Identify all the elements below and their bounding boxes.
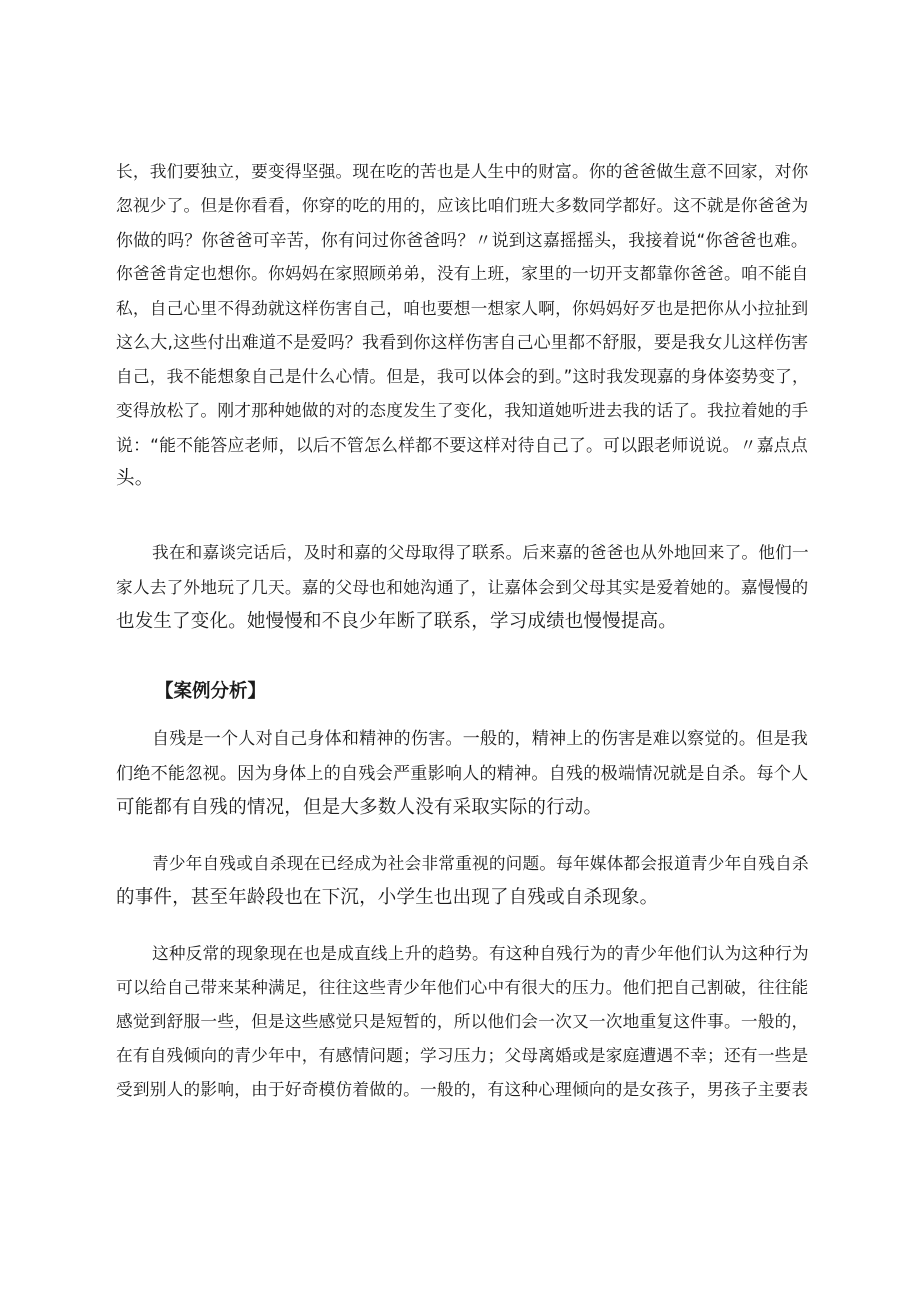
text-line: 也发生了变化。她慢慢和不良少年断了联系，学习成绩也慢慢提高。 <box>116 611 678 632</box>
text-line: 的事件，甚至年龄段也在下沉，小学生也出现了自残或自杀现象。 <box>116 887 659 908</box>
text-line: 这种反常的现象现在也是成直线上升的趋势。有这种自残行为的青少年他们认为这种行为 <box>152 944 809 963</box>
text-line: 你爸爸肯定也想你。你妈妈在家照顾弟弟，没有上班，家里的一切开支都靠你爸爸。咱不能自 <box>116 264 809 283</box>
text-line: 这么大,这些付出难道不是爱吗？我看到你这样伤害自己心里都不舒服，要是我女儿这样伤害 <box>116 333 809 353</box>
text-line: 长，我们要独立，要变得坚强。现在吃的苦也是人生中的财富。你的爸爸做生意不回家，对你 <box>116 162 809 181</box>
text-line: 受到别人的影响，由于好奇模仿着做的。一般的，有这种心理倾向的是女孩子，男孩子主要表 <box>116 1080 809 1099</box>
text-line: 家人去了外地玩了几天。嘉的父母也和她沟通了，让嘉体会到父母其实是爱着她的。嘉慢慢的 <box>116 578 809 597</box>
section-heading: 【案例分析】 <box>155 681 267 702</box>
text-line: 说：“能不能答应老师，以后不管怎么样都不要这样对待自己了。可以跟老师说说。〃嘉点点 <box>116 435 808 455</box>
text-line: 自己，我不能想象自己是什么心情。但是，我可以体会的到。”这时我发现嘉的身体姿势变了， <box>116 367 809 386</box>
text-line: 我在和嘉谈完话后，及时和嘉的父母取得了联系。后来嘉的爸爸也从外地回来了。他们一 <box>152 543 809 562</box>
text-line: 自残是一个人对自己身体和精神的伤害。一般的，精神上的伤害是难以察觉的。但是我 <box>152 729 808 749</box>
text-line: 变得放松了。刚才那种她做的对的态度发生了变化，我知道她听进去我的话了。我拉着她的手 <box>116 401 809 420</box>
text-line: 忽视少了。但是你看看，你穿的吃的用的，应该比咱们班大多数同学都好。这不就是你爸爸为 <box>116 196 809 215</box>
text-line: 青少年自残或自杀现在已经成为社会非常重视的问题。每年媒体都会报道青少年自残自杀 <box>152 854 809 873</box>
text-line: 可能都有自残的情况，但是大多数人没有采取实际的行动。 <box>116 797 603 818</box>
text-line: 们绝不能忽视。因为身体上的自残会严重影响人的精神。自残的极端情况就是自杀。每个人 <box>116 764 809 784</box>
text-line: 在有自残倾向的青少年中，有感情问题；学习压力；父母离婚或是家庭遭遇不幸；还有一些是 <box>116 1046 809 1065</box>
text-line: 你做的吗？你爸爸可辛苦，你有问过你爸爸吗？〃说到这嘉摇摇头，我接着说“你爸爸也难。 <box>116 230 808 250</box>
text-line: 私，自己心里不得劲就这样伤害自己，咱也要想一想家人啊，你妈妈好歹也是把你从小拉扯到 <box>116 299 809 318</box>
text-line: 头。 <box>116 468 154 489</box>
text-line: 可以给自己带来某种满足，往往这些青少年他们心中有很大的压力。他们把自己割破，往往能 <box>116 978 809 997</box>
text-line: 感觉到舒服一些，但是这些感觉只是短暂的，所以他们会一次又一次地重复这件事。一般的， <box>116 1012 809 1031</box>
